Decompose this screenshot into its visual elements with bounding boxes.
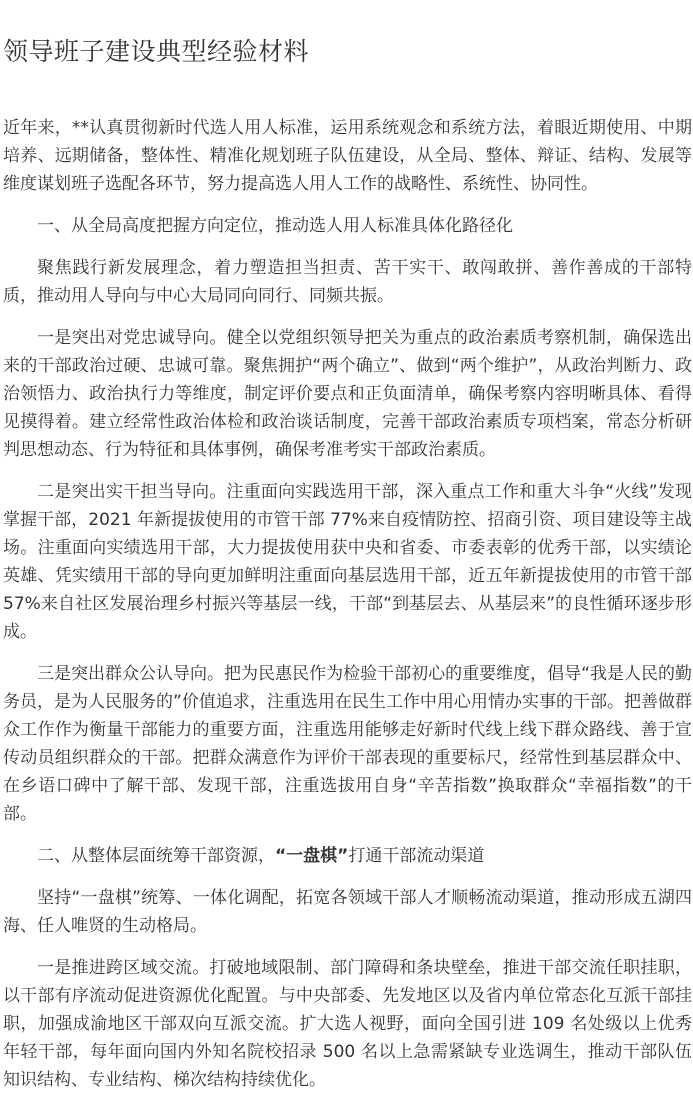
document-title: 领导班子建设典型经验材料 [3,37,310,66]
section-2-point-1: 一是推进跨区域交流。打破地域限制、部门障碍和条块壁垒，推进干部交流任职挂职，以干部有序流动促进资源优化配置。与中央部委、先发地区以及省内单位常态化互派干部挂职，加强成渝地区干部双向互派交流。扩大选人视野，面向全国引进 109 名处级以上优秀年轻干部，每年面向国内外知名院校招录 500 名以上急需紧缺专业选调生，推动干部队伍知识结构、专业结构、梯次结构持续优化。 [3,958,692,1090]
section-2-heading-emphasis: “一盘棋” [275,846,349,866]
section-1-point-3: 三是突出群众公认导向。把为民惠民作为检验干部初心的重要维度，倡导“我是人民的勤务员，是为人民服务的”价值追求，注重选用在民生工作中用心用情办实事的干部。把善做群众工作作为衡量干部能力的重要方面，注重选用能够走好新时代线上线下群众路线、善于宣传动员组织群众的干部。把群众满意作为评价干部表现的重要标尺，经常性到基层群众中、在乡语口碑中了解干部、发现干部，注重选拔用自身“辛苦指数”换取群众“幸福指数”的干部。 [3,664,692,824]
section-2-heading [3,842,692,870]
section-1-heading: 一、从全局高度把握方向定位，推动选人用人标准具体化路径化 [37,216,513,236]
section-1-point-1: 一是突出对党忠诚导向。健全以党组织领导把关为重点的政治素质考察机制，确保选出来的干部政治过硬、忠诚可靠。聚焦拥护“两个确立”、做到“两个维护”，从政治判断力、政治领悟力、政治执行力等维度，制定评价要点和正负面清单，确保考察内容明晰具体、看得见摸得着。建立经常性政治体检和政治谈话制度，完善干部政治素质专项档案，常态分析研判思想动态、行为特征和具体事例，确保考准考实干部政治素质。 [3,328,692,460]
document-body [3,114,692,1094]
intro-paragraph: 近年来，**认真贯彻新时代选人用人标准，运用系统观念和系统方法，着眼近期使用、中期培养、远期储备，整体性、精准化规划班子队伍建设，从全局、整体、辩证、结构、发展等维度谋划班子选配各环节，努力提高选人用人工作的战略性、系统性、协同性。 [3,118,692,194]
section-2-lead: 坚持“一盘棋”统筹、一体化调配，拓宽各领域干部人才顺畅流动渠道，推动形成五湖四海、任人唯贤的生动格局。 [3,888,692,936]
section-2-heading-suffix: 打通干部流动渠道 [348,846,485,866]
section-1-point-2: 二是突出实干担当导向。注重面向实践选用干部，深入重点工作和重大斗争“火线”发现掌握干部，2021 年新提拔使用的市管干部 77%来自疫情防控、招商引资、项目建设等主战场。注重面向实绩选用干部，大力提拔使用获中央和省委、市委表彰的优秀干部，以实绩论英雄、凭实绩用干部的导向更加鲜明注重面向基层选用干部，近五年新提拔使用的市管干部 57%来自社区发展治理乡村振兴等基层一线，干部“到基层去、从基层来”的良性循环逐步形成。 [3,482,692,642]
section-2-heading-prefix: 二、从整体层面统筹干部资源， [37,846,275,866]
section-1-lead: 聚焦践行新发展理念，着力塑造担当担责、苦干实干、敢闯敢拼、善作善成的干部特质，推动用人导向与中心大局同向同行、同频共振。 [3,258,692,306]
